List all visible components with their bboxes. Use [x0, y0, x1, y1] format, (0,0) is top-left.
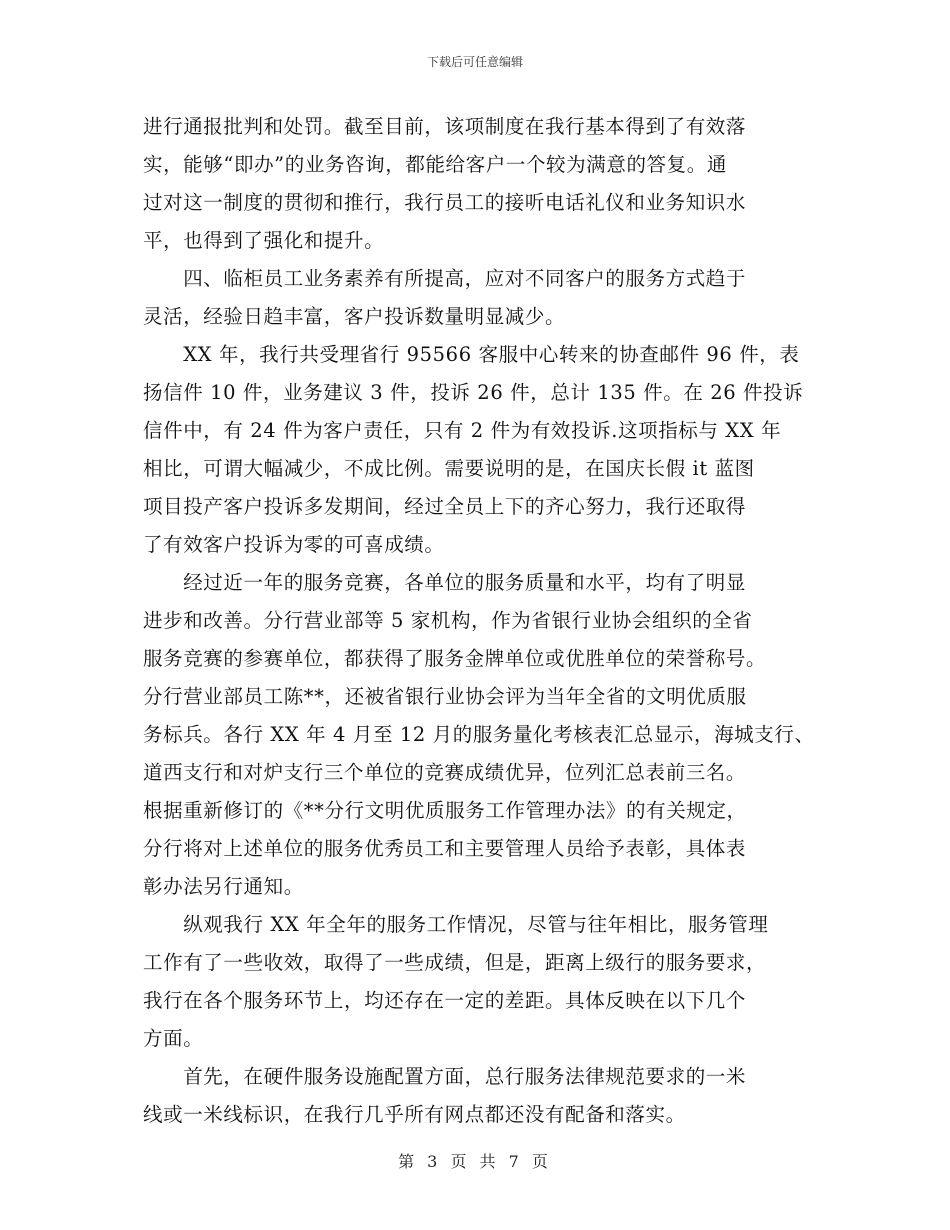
text-line: 务标兵。各行 XX 年 4 月至 12 月的服务量化考核表汇总显示，海城支行、: [143, 723, 815, 746]
text-line: 进行通报批判和处罚。截至目前，该项制度在我行基本得到了有效落: [143, 115, 747, 138]
text-line: 首先，在硬件服务设施配置方面，总行服务法律规范要求的一米: [143, 1065, 747, 1088]
text-line: 过对这一制度的贯彻和推行，我行员工的接听电话礼仪和业务知识水: [143, 191, 747, 214]
page-number-footer: 第 3 页 共 7 页: [398, 1152, 552, 1171]
text-line: 服务竞赛的参赛单位，都获得了服务金牌单位或优胜单位的荣誉称号。: [143, 647, 767, 670]
text-line: 根据重新修订的《**分行文明优质服务工作管理办法》的有关规定，: [143, 799, 747, 822]
text-line: 纵观我行 XX 年全年的服务工作情况，尽管与往年相比，服务管理: [143, 913, 769, 936]
text-line: 灵活，经验日趋丰富，客户投诉数量明显减少。: [143, 305, 566, 328]
text-line: 实，能够“即办”的业务咨询，都能给客户一个较为满意的答复。通: [143, 153, 727, 176]
text-line: 扬信件 10 件，业务建议 3 件，投诉 26 件，总计 135 件。在 26 件投诉: [143, 381, 804, 404]
text-line: 线或一米线标识，在我行几乎所有网点都还没有配备和落实。: [143, 1103, 686, 1126]
text-line: 彰办法另行通知。: [143, 875, 304, 898]
text-line: 工作有了一些收效，取得了一些成绩，但是，距离上级行的服务要求，: [143, 951, 767, 974]
text-line: 平，也得到了强化和提升。: [143, 229, 385, 252]
document-body: [143, 108, 823, 1134]
text-line: 项目投产客户投诉多发期间，经过全员上下的齐心努力，我行还取得: [143, 495, 747, 518]
text-line: 道西支行和对炉支行三个单位的竞赛成绩优异，位列汇总表前三名。: [143, 761, 747, 784]
text-line: 了有效客户投诉为零的可喜成绩。: [143, 533, 445, 556]
text-line: 信件中，有 24 件为客户责任，只有 2 件为有效投诉.这项指标与 XX 年: [143, 419, 782, 442]
text-line: 分行将对上述单位的服务优秀员工和主要管理人员给予表彰，具体表: [143, 837, 747, 860]
text-line: 相比，可谓大幅减少，不成比例。需要说明的是，在国庆长假 it 蓝图: [143, 457, 755, 480]
text-line: 我行在各个服务环节上，均还存在一定的差距。具体反映在以下几个: [143, 989, 747, 1012]
text-line: 方面。: [143, 1027, 204, 1050]
page-header-note: 下载后可任意编辑: [426, 55, 523, 69]
text-line: XX 年，我行共受理省行 95566 客服中心转来的协查邮件 96 件，表: [143, 343, 800, 366]
text-line: 分行营业部员工陈**，还被省银行业协会评为当年全省的文明优质服: [143, 685, 747, 708]
text-line: 经过近一年的服务竞赛，各单位的服务质量和水平，均有了明显: [143, 571, 747, 594]
text-line: 进步和改善。分行营业部等 5 家机构，作为省银行业协会组织的全省: [143, 609, 753, 632]
text-line: 四、临柜员工业务素养有所提高，应对不同客户的服务方式趋于: [143, 267, 747, 290]
